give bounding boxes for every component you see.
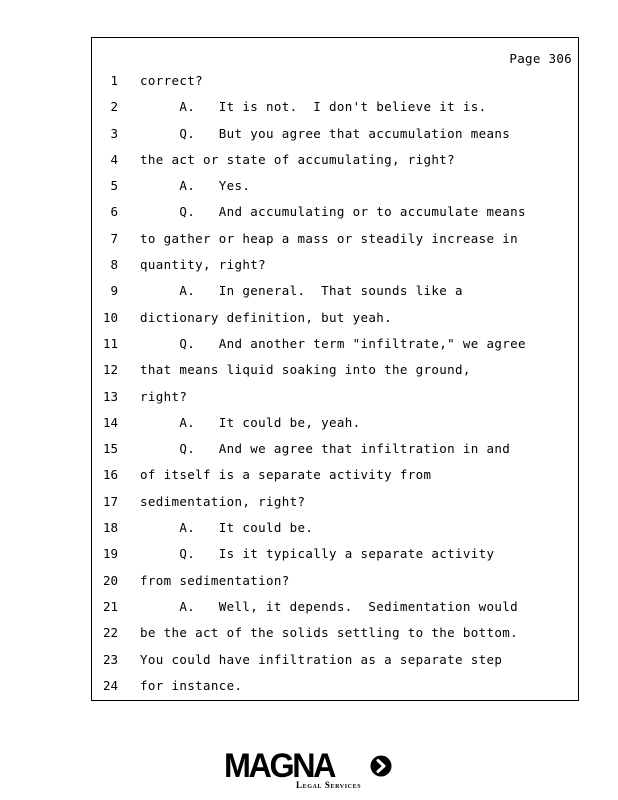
transcript-line — [92, 94, 578, 120]
line-text: quantity, right? — [140, 257, 267, 273]
line-text: from sedimentation? — [140, 572, 290, 588]
logo-arrow-icon — [370, 755, 392, 777]
line-number: 8 — [110, 257, 118, 273]
line-number: 5 — [110, 178, 118, 194]
transcript-line — [92, 173, 578, 199]
line-number: 17 — [102, 493, 118, 509]
line-text: A. It is not. I don't believe it is. — [140, 99, 487, 115]
line-number: 9 — [110, 283, 118, 299]
line-text: be the act of the solids settling to the bottom. — [140, 625, 519, 641]
transcript-line — [92, 357, 578, 383]
line-text: Q. And we agree that infiltration in and — [140, 441, 511, 457]
line-text: Q. Is it typically a separate activity — [140, 546, 495, 562]
transcript-line — [92, 199, 578, 225]
line-number: 12 — [102, 362, 118, 378]
line-text: that means liquid soaking into the ground, — [140, 362, 471, 378]
transcript-page — [91, 37, 579, 701]
transcript-line — [92, 252, 578, 278]
line-number: 2 — [110, 99, 118, 115]
line-number: 23 — [102, 651, 118, 667]
line-number: 21 — [102, 598, 118, 614]
line-number: 18 — [102, 520, 118, 536]
line-text: A. Yes. — [140, 178, 251, 194]
transcript-line — [92, 568, 578, 594]
logo-subtext: Legal Services — [296, 780, 362, 790]
transcript-line — [92, 515, 578, 541]
line-number: 20 — [102, 572, 118, 588]
transcript-line — [92, 541, 578, 567]
transcript-line — [92, 436, 578, 462]
line-number: 10 — [102, 309, 118, 325]
line-text: to gather or heap a mass or steadily increase in — [140, 230, 519, 246]
transcript-line — [92, 68, 578, 94]
line-number: 22 — [102, 625, 118, 641]
line-text: correct? — [140, 73, 204, 88]
transcript-line — [92, 121, 578, 147]
transcript-line — [92, 384, 578, 410]
line-number: 13 — [102, 388, 118, 404]
line-text: for instance. — [140, 677, 243, 693]
line-number: 7 — [110, 230, 118, 246]
line-text: A. It could be, yeah. — [140, 414, 361, 430]
line-number: 6 — [110, 204, 118, 220]
transcript-lines — [92, 68, 578, 699]
transcript-line — [92, 462, 578, 488]
line-text: A. Well, it depends. Sedimentation would — [140, 598, 519, 614]
transcript-line — [92, 594, 578, 620]
line-number: 15 — [102, 441, 118, 457]
transcript-line — [92, 410, 578, 436]
line-number: 16 — [102, 467, 118, 483]
transcript-line — [92, 331, 578, 357]
transcript-line — [92, 278, 578, 304]
line-number: 19 — [102, 546, 118, 562]
transcript-line — [92, 226, 578, 252]
transcript-line — [92, 489, 578, 515]
line-text: dictionary definition, but yeah. — [140, 309, 393, 325]
transcript-line — [92, 620, 578, 646]
transcript-line — [92, 647, 578, 673]
line-number: 14 — [102, 414, 118, 430]
magna-logo — [224, 748, 396, 792]
line-text: Q. And another term "infiltrate," we agree — [140, 335, 526, 351]
line-text: You could have infiltration as a separate step — [140, 651, 503, 667]
logo-wordmark: MAGNA — [224, 747, 335, 785]
line-text: A. In general. That sounds like a — [140, 283, 463, 299]
line-number: 11 — [102, 335, 118, 351]
transcript-line — [92, 673, 578, 699]
line-text: the act or state of accumulating, right? — [140, 151, 456, 167]
line-text: sedimentation, right? — [140, 493, 306, 509]
page-number: Page 306 — [509, 51, 572, 66]
line-text: Q. But you agree that accumulation means — [140, 125, 511, 141]
line-number: 24 — [102, 677, 118, 693]
transcript-line — [92, 305, 578, 331]
line-number: 1 — [110, 73, 118, 88]
transcript-line — [92, 147, 578, 173]
line-text: A. It could be. — [140, 520, 314, 536]
line-number: 3 — [110, 125, 118, 141]
line-text: right? — [140, 388, 188, 404]
line-number: 4 — [110, 151, 118, 167]
line-text: Q. And accumulating or to accumulate means — [140, 204, 526, 220]
line-text: of itself is a separate activity from — [140, 467, 432, 483]
